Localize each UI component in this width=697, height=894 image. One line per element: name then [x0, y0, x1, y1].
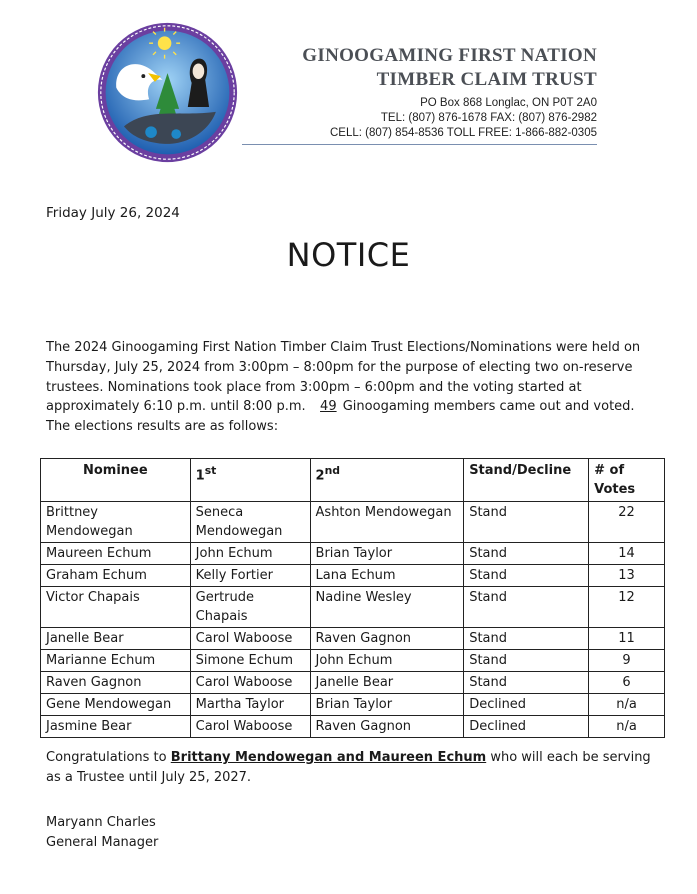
organization-logo: [95, 20, 240, 165]
column-header-nominee: Nominee: [41, 459, 191, 502]
winners-names: Brittany Mendowegan and Maureen Echum: [170, 750, 487, 765]
first-cell: Carol Waboose: [190, 672, 310, 694]
first-cell: Kelly Fortier: [190, 565, 310, 587]
cell-tollfree: CELL: (807) 854-8536 TOLL FREE: 1-866-882-0305: [329, 127, 597, 139]
table-row: [41, 502, 665, 543]
table-row: [41, 565, 665, 587]
nominee-cell: Graham Echum: [41, 565, 191, 587]
column-header-first-num: 1: [195, 468, 205, 484]
table-row: [41, 628, 665, 650]
contact-block: [330, 96, 597, 141]
table-row: [41, 587, 665, 628]
votes-cell: 22: [589, 502, 665, 543]
second-cell: Raven Gagnon: [310, 716, 464, 738]
signature-block: [46, 813, 158, 852]
column-header-stand: Stand/Decline: [464, 459, 589, 502]
stand-cell: Stand: [464, 672, 589, 694]
votes-cell: n/a: [589, 694, 665, 716]
stand-cell: Stand: [464, 587, 589, 628]
congratulations-paragraph: [46, 748, 656, 788]
first-cell: Martha Taylor: [190, 694, 310, 716]
votes-cell: 6: [589, 672, 665, 694]
header-divider: [242, 144, 597, 145]
nominee-cell: Gene Mendowegan: [41, 694, 191, 716]
votes-cell: 9: [589, 650, 665, 672]
table-row: [41, 650, 665, 672]
address: PO Box 868 Longlac, ON P0T 2A0: [420, 97, 597, 109]
nominee-cell: Jasmine Bear: [41, 716, 191, 738]
table-header-row: [41, 459, 665, 502]
nominee-cell: Maureen Echum: [41, 543, 191, 565]
votes-cell: 14: [589, 543, 665, 565]
organization-name-line2: TIMBER CLAIM TRUST: [376, 69, 597, 90]
column-header-first-sup: st: [204, 464, 217, 477]
first-cell: Seneca Mendowegan: [190, 502, 310, 543]
intro-paragraph: [46, 338, 656, 437]
column-header-second-num: 2: [315, 468, 325, 484]
first-cell: Gertrude Chapais: [190, 587, 310, 628]
notice-date: Friday July 26, 2024: [46, 205, 180, 221]
nominee-cell: Janelle Bear: [41, 628, 191, 650]
stand-cell: Stand: [464, 543, 589, 565]
votes-cell: 13: [589, 565, 665, 587]
nominee-cell: Marianne Echum: [41, 650, 191, 672]
stand-cell: Stand: [464, 502, 589, 543]
second-cell: Nadine Wesley: [310, 587, 464, 628]
nominee-cell: Brittney Mendowegan: [41, 502, 191, 543]
first-cell: Carol Waboose: [190, 628, 310, 650]
organization-name-line1: GINOOGAMING FIRST NATION: [302, 45, 597, 66]
nominee-cell: Victor Chapais: [41, 587, 191, 628]
page-title: NOTICE: [286, 236, 411, 274]
second-cell: Brian Taylor: [310, 543, 464, 565]
votes-cell: n/a: [589, 716, 665, 738]
table-row: [41, 716, 665, 738]
first-cell: Simone Echum: [190, 650, 310, 672]
second-cell: Raven Gagnon: [310, 628, 464, 650]
results-table: [40, 458, 665, 738]
votes-cell: 12: [589, 587, 665, 628]
stand-cell: Stand: [464, 650, 589, 672]
stand-cell: Declined: [464, 716, 589, 738]
second-cell: Ashton Mendowegan: [310, 502, 464, 543]
column-header-second: [310, 459, 464, 502]
column-header-second-sup: nd: [324, 464, 341, 477]
stand-cell: Stand: [464, 628, 589, 650]
table-row: [41, 694, 665, 716]
signatory-name: Maryann Charles: [46, 815, 156, 830]
nominee-cell: Raven Gagnon: [41, 672, 191, 694]
congrats-prefix: Congratulations to: [46, 750, 167, 765]
first-cell: John Echum: [190, 543, 310, 565]
column-header-first: [190, 459, 310, 502]
table-row: [41, 672, 665, 694]
second-cell: John Echum: [310, 650, 464, 672]
voter-count: 49: [320, 399, 337, 415]
table-row: [41, 543, 665, 565]
votes-cell: 11: [589, 628, 665, 650]
first-cell: Carol Waboose: [190, 716, 310, 738]
stand-cell: Stand: [464, 565, 589, 587]
column-header-votes: # of Votes: [589, 459, 665, 502]
organization-name: [302, 44, 597, 92]
tel-fax: TEL: (807) 876-1678 FAX: (807) 876-2982: [380, 112, 597, 124]
second-cell: Brian Taylor: [310, 694, 464, 716]
second-cell: Lana Echum: [310, 565, 464, 587]
second-cell: Janelle Bear: [310, 672, 464, 694]
congrats-suffix: who will each be serving as a Trustee until July 25, 2027.: [46, 750, 651, 785]
intro-text: The 2024 Ginoogaming First Nation Timber Claim Trust Elections/Nominations were held on Thursday, July 25, 2024 from 3:00pm – 8:00pm for the purpose of electing two on-reserve trustees. Nominations took place from 3:00pm – 6:00pm and the voting started at approximately 6:10 p.m. until 8:00 p.m.: [46, 340, 641, 415]
intro-text-end: Ginoogaming members came out and voted. The elections results are as follows:: [46, 399, 635, 435]
signatory-role: General Manager: [46, 834, 159, 850]
stand-cell: Declined: [464, 694, 589, 716]
